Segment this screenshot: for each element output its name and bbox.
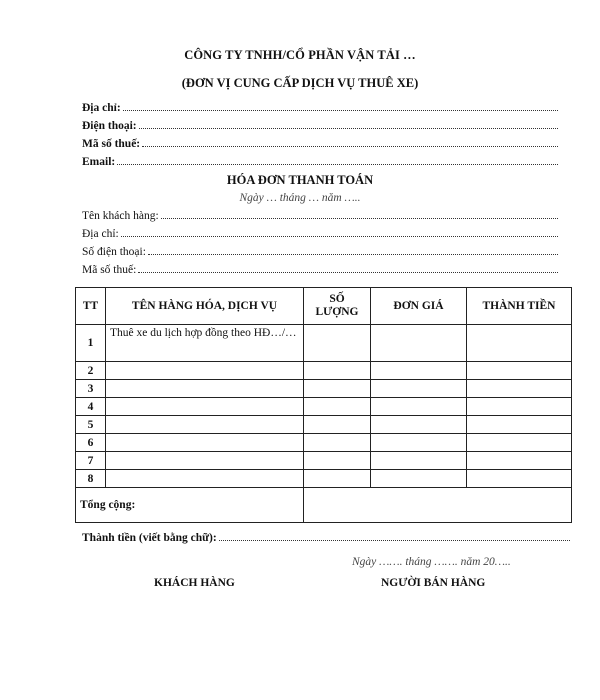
table-header-row [76, 288, 572, 325]
table-row [76, 434, 572, 452]
row-description [106, 452, 304, 470]
row-price-cell [371, 470, 467, 488]
customer-phone-field [82, 244, 558, 258]
row-price-cell [371, 325, 467, 362]
table-row [76, 380, 572, 398]
row-price-cell [371, 434, 467, 452]
customer-taxcode-label: Mã số thuế: [82, 264, 137, 276]
row-amount-cell [467, 362, 572, 380]
row-number: 5 [76, 416, 106, 434]
header-qty-line1: SỐ [329, 293, 345, 305]
seller-email-label: Email: [82, 156, 116, 168]
header-price: ĐƠN GIÁ [371, 288, 467, 325]
row-number: 7 [76, 452, 106, 470]
row-qty-cell [304, 452, 371, 470]
dotted-line [121, 235, 558, 237]
table-row [76, 398, 572, 416]
customer-address-label: Địa chỉ: [82, 228, 119, 240]
customer-name-field [82, 208, 558, 222]
row-amount-cell [467, 380, 572, 398]
dotted-line [117, 163, 558, 165]
row-number: 8 [76, 470, 106, 488]
row-qty-cell [304, 325, 371, 362]
row-qty-cell [304, 380, 371, 398]
customer-phone-label: Số điện thoại: [82, 246, 146, 258]
seller-phone-field [82, 118, 558, 132]
header-amount: THÀNH TIỀN [467, 288, 572, 325]
dotted-line [148, 253, 558, 255]
signature-date-line: Ngày ……. tháng ……. năm 20….. [352, 556, 511, 568]
dotted-line [161, 217, 558, 219]
row-number: 4 [76, 398, 106, 416]
seller-taxcode-field [82, 136, 558, 150]
row-number: 6 [76, 434, 106, 452]
header-qty [304, 288, 371, 325]
row-description [106, 398, 304, 416]
row-amount-cell [467, 416, 572, 434]
row-amount-cell [467, 452, 572, 470]
row-description [106, 416, 304, 434]
row-description [106, 380, 304, 398]
row-price-cell [371, 362, 467, 380]
header-tt: TT [76, 288, 106, 325]
customer-name-label: Tên khách hàng: [82, 210, 159, 222]
row-qty-cell [304, 434, 371, 452]
row-description: Thuê xe du lịch hợp đồng theo HĐ…/… [106, 325, 304, 362]
invoice-date-line: Ngày … tháng … năm ….. [239, 192, 361, 204]
row-description [106, 470, 304, 488]
row-price-cell [371, 452, 467, 470]
row-price-cell [371, 416, 467, 434]
row-qty-cell [304, 470, 371, 488]
table-row [76, 416, 572, 434]
provider-subtitle: (ĐƠN VỊ CUNG CẤP DỊCH VỤ THUÊ XE) [181, 76, 419, 90]
company-name: CÔNG TY TNHH/CỔ PHẦN VẬN TẢI … [184, 48, 416, 62]
dotted-line [138, 271, 558, 273]
header-item: TÊN HÀNG HÓA, DỊCH VỤ [106, 288, 304, 325]
header-qty-line2: LƯỢNG [315, 306, 359, 318]
row-number: 2 [76, 362, 106, 380]
seller-email-field [82, 154, 558, 168]
row-price-cell [371, 398, 467, 416]
seller-taxcode-label: Mã số thuế: [82, 138, 141, 150]
amount-in-words-label: Thành tiền (viết bằng chữ): [82, 532, 217, 544]
seller-address-label: Địa chỉ: [82, 102, 121, 114]
row-amount-cell [467, 470, 572, 488]
row-number: 3 [76, 380, 106, 398]
table-row [76, 470, 572, 488]
total-label: Tổng cộng: [76, 488, 304, 523]
customer-address-field [82, 226, 558, 240]
dotted-line [142, 145, 558, 147]
customer-signature-label: KHÁCH HÀNG [154, 577, 235, 589]
row-amount-cell [467, 434, 572, 452]
row-qty-cell [304, 398, 371, 416]
row-price-cell [371, 380, 467, 398]
customer-taxcode-field [82, 262, 558, 276]
seller-phone-label: Điện thoại: [82, 120, 137, 132]
total-amount-cell [304, 488, 572, 523]
items-table [75, 287, 572, 523]
table-row [76, 452, 572, 470]
row-number: 1 [76, 325, 106, 362]
row-amount-cell [467, 325, 572, 362]
row-description [106, 362, 304, 380]
total-row [76, 488, 572, 523]
row-amount-cell [467, 398, 572, 416]
dotted-line [139, 127, 558, 129]
amount-in-words-field [82, 530, 570, 544]
dotted-line [123, 109, 558, 111]
table-row [76, 325, 572, 362]
invoice-title: HÓA ĐƠN THANH TOÁN [226, 173, 374, 187]
seller-signature-label: NGƯỜI BÁN HÀNG [381, 577, 486, 589]
row-qty-cell [304, 362, 371, 380]
row-qty-cell [304, 416, 371, 434]
dotted-line [219, 540, 570, 541]
seller-address-field [82, 100, 558, 114]
table-row [76, 362, 572, 380]
row-description [106, 434, 304, 452]
